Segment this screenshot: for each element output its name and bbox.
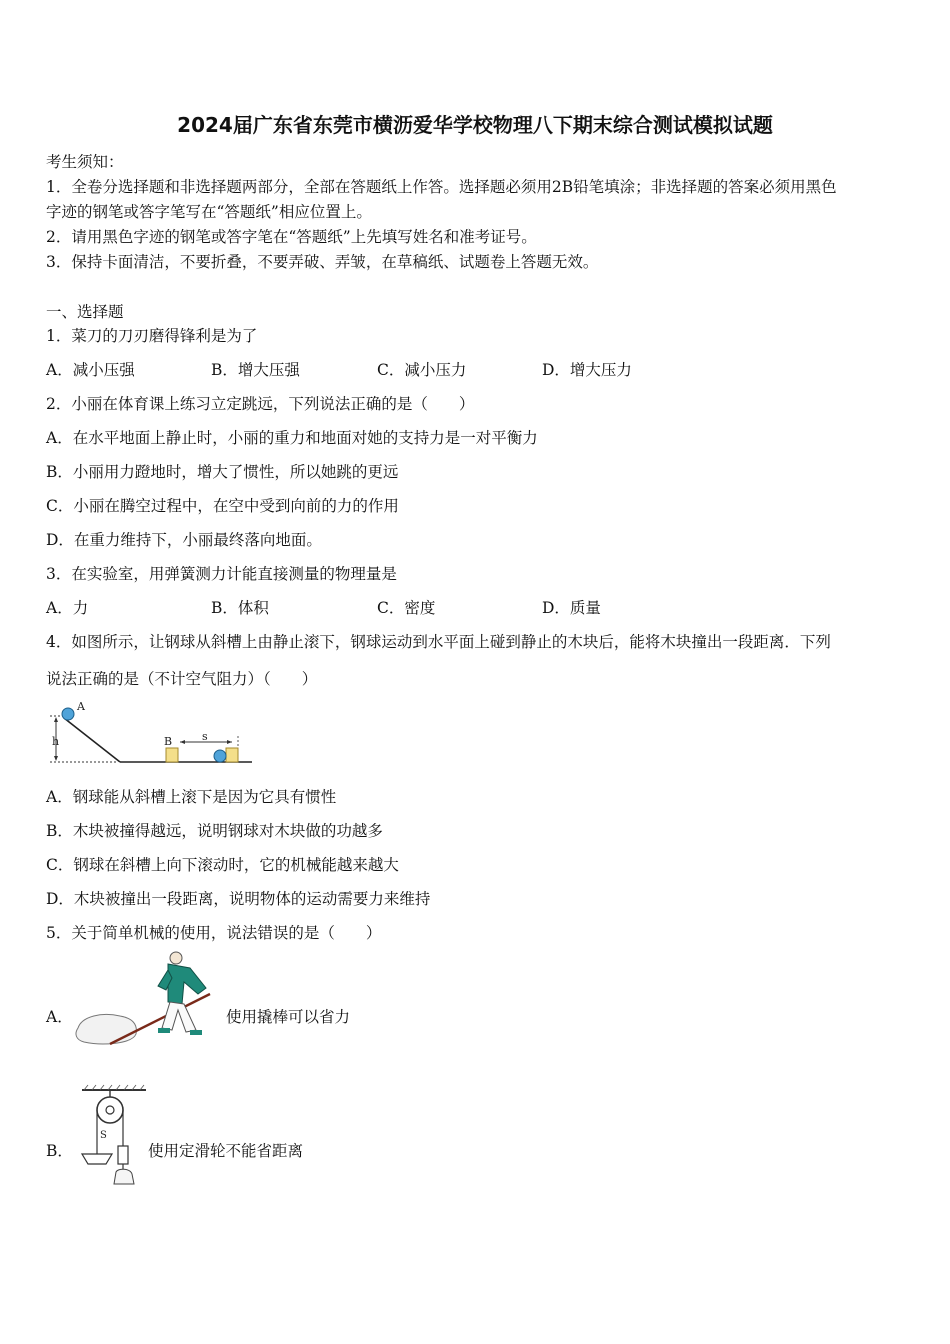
steel-ball-icon [62, 708, 74, 720]
q5-option-a-text: 使用撬棒可以省力 [226, 1008, 351, 1026]
pulley-label: S [100, 1130, 107, 1141]
section-heading: 一、选择题 [46, 303, 124, 321]
q4-option-c[interactable]: C．钢球在斜槽上向下滚动时，它的机械能越来越大 [46, 856, 399, 874]
q4-option-d[interactable]: D．木块被撞出一段距离，说明物体的运动需要力来维持 [46, 890, 431, 908]
ball-label: A [77, 700, 85, 713]
distance-label: s [202, 730, 208, 743]
question-4-stem-continued: 说法正确的是（不计空气阻力）（ ） [46, 670, 318, 688]
ramp-experiment-figure [46, 700, 256, 772]
notice-item: 1．全卷分选择题和非选择题两部分，全部在答题纸上作答。选择题必须用2B铅笔填涂；非选择题的答案必须用黑色 [46, 178, 837, 196]
q4-option-b[interactable]: B．木块被撞得越远，说明钢球对木块做的功越多 [46, 822, 383, 840]
notice-item: 2．请用黑色字迹的钢笔或答字笔在“答题纸”上先填写姓名和准考证号。 [46, 228, 537, 246]
q4-option-a[interactable]: A．钢球能从斜槽上滚下是因为它具有惯性 [46, 788, 337, 806]
q1-option-b[interactable]: B．增大压强 [211, 361, 300, 379]
q1-option-c[interactable]: C．减小压力 [377, 361, 467, 379]
notice-heading: 考生须知： [46, 153, 124, 171]
question-2-stem: 2．小丽在体育课上练习立定跳远，下列说法正确的是（ ） [46, 395, 475, 413]
q2-option-a[interactable]: A．在水平地面上静止时，小丽的重力和地面对她的支持力是一对平衡力 [46, 429, 538, 447]
q5-option-a-letter[interactable]: A． [46, 1008, 73, 1026]
q3-option-c[interactable]: C．密度 [377, 599, 436, 617]
notice-item: 3．保持卡面清洁，不要折叠，不要弄破、弄皱，在草稿纸、试题卷上答题无效。 [46, 253, 599, 271]
question-5-stem: 5．关于简单机械的使用，说法错误的是（ ） [46, 924, 382, 942]
q2-option-b[interactable]: B．小丽用力蹬地时，增大了惯性，所以她跳的更远 [46, 463, 399, 481]
page-title: 2024届广东省东莞市横沥爱华学校物理八下期末综合测试模拟试题 [177, 113, 773, 137]
q1-option-a[interactable]: A．减小压强 [46, 361, 135, 379]
q1-option-d[interactable]: D．增大压力 [542, 361, 632, 379]
q3-option-a[interactable]: A．力 [46, 599, 89, 617]
q2-option-c[interactable]: C．小丽在腾空过程中，在空中受到向前的力的作用 [46, 497, 399, 515]
notice-item: 字迹的钢笔或答字笔写在“答题纸”相应位置上。 [46, 203, 372, 221]
ball-at-bottom-icon [214, 750, 226, 762]
q2-option-d[interactable]: D．在重力维持下，小丽最终落向地面。 [46, 531, 322, 549]
question-3-stem: 3．在实验室，用弹簧测力计能直接测量的物理量是 [46, 565, 397, 583]
q5-option-b-text: 使用定滑轮不能省距离 [148, 1142, 304, 1160]
wood-block-icon [166, 748, 178, 762]
question-4-stem: 4．如图所示，让钢球从斜槽上由静止滚下，钢球运动到水平面上碰到静止的木块后，能将木块撞出一段距离．下列 [46, 633, 831, 651]
height-label: h [52, 735, 60, 748]
crowbar-worker-icon [72, 950, 222, 1050]
displaced-block-icon [226, 748, 238, 762]
fixed-pulley-icon [74, 1084, 150, 1190]
ramp-slope [64, 718, 120, 762]
q5-option-b-letter[interactable]: B． [46, 1142, 73, 1160]
q3-option-b[interactable]: B．体积 [211, 599, 269, 617]
question-1-stem: 1．菜刀的刀刃磨得锋利是为了 [46, 327, 258, 345]
block-label: B [164, 735, 173, 748]
q3-option-d[interactable]: D．质量 [542, 599, 601, 617]
